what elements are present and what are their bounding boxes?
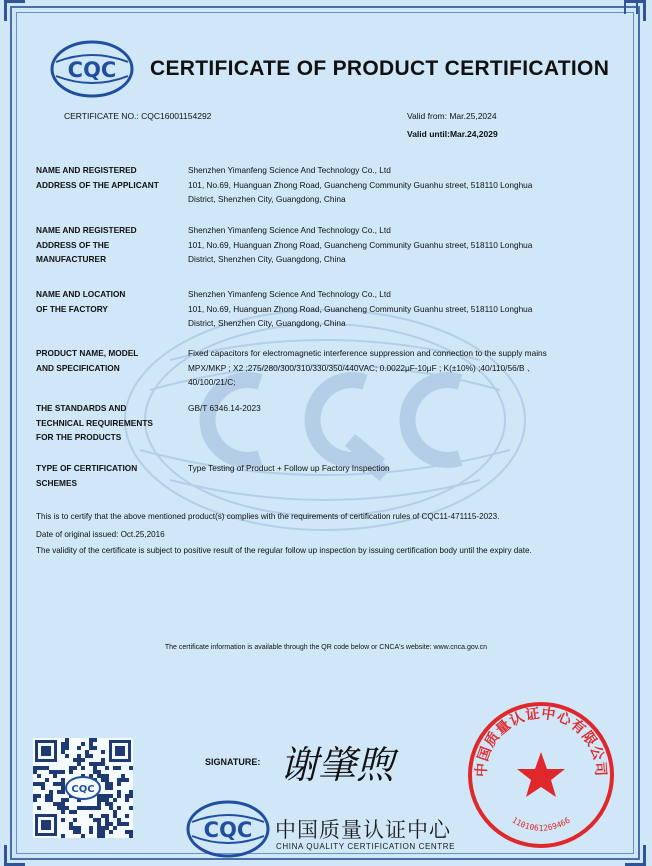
- qr-module: [97, 822, 101, 826]
- qr-module: [117, 822, 121, 826]
- qr-module: [89, 746, 93, 750]
- qr-module: [89, 738, 93, 742]
- qr-module: [101, 830, 105, 834]
- svg-text:CQC: CQC: [67, 58, 117, 82]
- qr-module: [49, 790, 53, 794]
- qr-module: [101, 794, 105, 798]
- qr-module: [89, 826, 93, 830]
- qr-module: [97, 834, 101, 838]
- qr-module: [65, 742, 69, 746]
- qr-module: [101, 758, 105, 762]
- section-value: Fixed capacitors for electromagnetic interference suppression and connection to the supply mains MPX/MKP ; X2 ;275/280/300/310/330/350/440VAC; 0.0022μF-10μF ; K(±10%) ;40/110/56/B 、 40/100/21/C;: [188, 348, 547, 388]
- section-value: Shenzhen Yimanfeng Science And Technology Co., Ltd 101, No.69, Huanguan Zhong Road, Guancheng Community Guanhu street, 518110 Longhua District, Shenzhen City, Guangdong, China: [188, 165, 533, 205]
- qr-module: [41, 786, 45, 790]
- qr-module: [61, 770, 65, 774]
- qr-module: [97, 806, 101, 810]
- qr-module: [117, 782, 121, 786]
- qr-module: [61, 746, 65, 750]
- qr-module: [65, 798, 69, 802]
- svg-text:1101061269466: 1101061269466: [510, 815, 572, 833]
- qr-module: [49, 794, 53, 798]
- qr-module: [61, 786, 65, 790]
- cqc-logo-icon: [186, 800, 270, 858]
- qr-module: [109, 794, 113, 798]
- qr-module: [73, 830, 77, 834]
- qr-module: [61, 782, 65, 786]
- qr-module: [89, 754, 93, 758]
- qr-module: [93, 738, 97, 742]
- qr-module: [57, 770, 61, 774]
- qr-module: [129, 834, 133, 838]
- section-label: PRODUCT NAME, MODEL AND SPECIFICATION: [36, 348, 139, 373]
- qr-module: [93, 766, 97, 770]
- qr-module: [61, 802, 65, 806]
- svg-text:CQC: CQC: [203, 818, 253, 842]
- qr-module: [37, 766, 41, 770]
- qr-module: [33, 766, 37, 770]
- qr-module: [93, 806, 97, 810]
- qr-module: [73, 818, 77, 822]
- qr-module: [93, 762, 97, 766]
- qr-module: [105, 786, 109, 790]
- qr-module: [109, 806, 113, 810]
- qr-module: [33, 798, 37, 802]
- qr-module: [89, 806, 93, 810]
- svg-text:中国质量认证中心有限公司: 中国质量认证中心有限公司: [473, 705, 609, 778]
- qr-module: [101, 834, 105, 838]
- qr-module: [61, 818, 65, 822]
- qr-module: [77, 826, 81, 830]
- qr-module: [109, 802, 113, 806]
- certify-statement: This is to certify that the above mentioned product(s) complies with the requirements of certification rules of CQC11-471115-2023.: [36, 512, 500, 521]
- qr-module: [105, 822, 109, 826]
- organization-name-cn: 中国质量认证中心: [275, 818, 451, 842]
- qr-module: [37, 774, 41, 778]
- qr-module: [105, 794, 109, 798]
- qr-module: [125, 814, 129, 818]
- qr-module: [41, 766, 45, 770]
- section-value: GB/T 6346.14-2023: [188, 403, 261, 413]
- section-label: NAME AND REGISTERED ADDRESS OF THE MANUFACTURER: [36, 225, 137, 265]
- qr-module: [113, 766, 117, 770]
- qr-module: [89, 742, 93, 746]
- qr-module: [105, 778, 109, 782]
- qr-module: [69, 822, 73, 826]
- qr-module: [93, 746, 97, 750]
- qr-module: [53, 774, 57, 778]
- qr-module: [109, 822, 113, 826]
- qr-module: [113, 814, 117, 818]
- qr-module: [41, 782, 45, 786]
- qr-module: [73, 826, 77, 830]
- qr-module: [65, 806, 69, 810]
- original-issue-date: Date of original issued: Oct.25,2016: [36, 530, 165, 539]
- qr-module: [65, 738, 69, 742]
- qr-module: [33, 782, 37, 786]
- qr-module: [77, 746, 81, 750]
- certificate-title: CERTIFICATE OF PRODUCT CERTIFICATION: [150, 57, 610, 80]
- qr-module: [97, 762, 101, 766]
- qr-module: [77, 758, 81, 762]
- qr-module: [45, 778, 49, 782]
- qr-code-icon[interactable]: [33, 738, 133, 838]
- qr-module: [77, 830, 81, 834]
- qr-module: [61, 790, 65, 794]
- qr-module: [97, 826, 101, 830]
- qr-module: [97, 818, 101, 822]
- section-label: NAME AND REGISTERED ADDRESS OF THE APPLICANT: [36, 165, 159, 190]
- qr-module: [117, 766, 121, 770]
- qr-module: [117, 794, 121, 798]
- svg-text:CQC: CQC: [71, 784, 95, 795]
- qr-module: [129, 766, 133, 770]
- qr-module: [101, 814, 105, 818]
- qr-module: [45, 798, 49, 802]
- qr-module: [57, 802, 61, 806]
- qr-module: [73, 758, 77, 762]
- qr-module: [89, 830, 93, 834]
- qr-module: [129, 794, 133, 798]
- qr-module: [105, 818, 109, 822]
- qr-module: [101, 798, 105, 802]
- qr-module: [61, 834, 65, 838]
- qr-module: [81, 758, 85, 762]
- corner-ornament: [625, 845, 646, 866]
- qr-module: [105, 802, 109, 806]
- qr-module: [69, 826, 73, 830]
- qr-module: [105, 782, 109, 786]
- qr-module: [101, 778, 105, 782]
- qr-module: [105, 814, 109, 818]
- qr-module: [73, 766, 77, 770]
- qr-module: [49, 798, 53, 802]
- qr-module: [105, 798, 109, 802]
- qr-module: [117, 806, 121, 810]
- qr-module: [85, 750, 89, 754]
- qr-module: [89, 814, 93, 818]
- qr-module: [97, 774, 101, 778]
- qr-module: [49, 770, 53, 774]
- qr-module: [33, 770, 37, 774]
- qr-module: [129, 830, 133, 834]
- qr-module: [101, 750, 105, 754]
- organization-name-en: CHINA QUALITY CERTIFICATION CENTRE: [276, 842, 456, 851]
- qr-module: [89, 762, 93, 766]
- qr-module: [105, 826, 109, 830]
- qr-module: [97, 770, 101, 774]
- qr-module: [121, 822, 125, 826]
- qr-module: [61, 742, 65, 746]
- qr-module: [57, 790, 61, 794]
- qr-module: [129, 806, 133, 810]
- qr-module: [109, 830, 113, 834]
- qr-module: [113, 810, 117, 814]
- cqc-logo-icon: [50, 40, 134, 98]
- corner-ornament: [4, 845, 25, 866]
- qr-module: [125, 778, 129, 782]
- qr-module: [113, 826, 117, 830]
- qr-module: [77, 754, 81, 758]
- corner-ornament: [4, 0, 25, 21]
- qr-module: [105, 774, 109, 778]
- section-value: Shenzhen Yimanfeng Science And Technology Co., Ltd 101, No.69, Huanguan Zhong Road, Guancheng Community Guanhu street, 518110 Longhua District, Shenzhen City, Guangdong, China: [188, 289, 533, 329]
- qr-module: [81, 834, 85, 838]
- qr-module: [77, 762, 81, 766]
- qr-module: [97, 802, 101, 806]
- official-seal-icon: [466, 700, 616, 850]
- qr-module: [85, 806, 89, 810]
- qr-module: [125, 822, 129, 826]
- qr-module: [57, 782, 61, 786]
- section-label: TYPE OF CERTIFICATION SCHEMES: [36, 463, 138, 488]
- svg-text:谢肇煦: 谢肇煦: [280, 743, 395, 787]
- qr-module: [53, 782, 57, 786]
- qr-module: [65, 746, 69, 750]
- qr-module: [93, 770, 97, 774]
- qr-module: [61, 806, 65, 810]
- qr-module: [97, 830, 101, 834]
- qr-module: [129, 790, 133, 794]
- signature-image: [280, 738, 430, 788]
- edge-ornament: [624, 0, 638, 14]
- qr-module: [121, 774, 125, 778]
- qr-module: [61, 810, 65, 814]
- qr-module: [33, 794, 37, 798]
- qr-module: [93, 818, 97, 822]
- qr-module: [73, 810, 77, 814]
- qr-module: [61, 750, 65, 754]
- qr-module: [125, 830, 129, 834]
- qr-module: [81, 766, 85, 770]
- section-label: NAME AND LOCATION OF THE FACTORY: [36, 289, 126, 314]
- qr-module: [57, 806, 61, 810]
- qr-note: The certificate information is available through the QR code below or CNCA's website: www.cnca.gov.cn: [164, 644, 488, 651]
- qr-module: [109, 782, 113, 786]
- qr-module: [81, 806, 85, 810]
- qr-module: [53, 802, 57, 806]
- section-value: Shenzhen Yimanfeng Science And Technology Co., Ltd 101, No.69, Huanguan Zhong Road, Guancheng Community Guanhu street, 518110 Longhua District, Shenzhen City, Guangdong, China: [188, 225, 533, 265]
- qr-module: [109, 786, 113, 790]
- certificate-number: CERTIFICATE NO.: CQC16001154292: [64, 111, 212, 121]
- qr-module: [105, 766, 109, 770]
- qr-module: [117, 778, 121, 782]
- qr-module: [37, 794, 41, 798]
- qr-module: [53, 770, 57, 774]
- qr-module: [125, 798, 129, 802]
- valid-until: Valid until:Mar.24,2029: [407, 129, 498, 139]
- qr-module: [81, 742, 85, 746]
- qr-module: [37, 806, 41, 810]
- qr-module: [125, 794, 129, 798]
- qr-module: [85, 754, 89, 758]
- qr-module: [97, 798, 101, 802]
- section-value: Type Testing of Product + Follow up Factory Inspection: [188, 463, 390, 473]
- qr-module: [61, 798, 65, 802]
- qr-module: [121, 778, 125, 782]
- section-label: THE STANDARDS AND TECHNICAL REQUIREMENTS FOR THE PRODUCTS: [36, 403, 153, 443]
- validity-statement: The validity of the certificate is subject to positive result of the regular follow up inspection by issuing certification body until the expiry date.: [36, 546, 532, 555]
- qr-module: [113, 798, 117, 802]
- qr-module: [69, 766, 73, 770]
- signature-label: SIGNATURE:: [205, 757, 261, 767]
- qr-module: [61, 778, 65, 782]
- qr-module: [65, 754, 69, 758]
- qr-module: [101, 774, 105, 778]
- qr-module: [101, 826, 105, 830]
- qr-module: [101, 762, 105, 766]
- qr-module: [69, 770, 73, 774]
- qr-module: [69, 810, 73, 814]
- qr-module: [117, 818, 121, 822]
- qr-module: [117, 790, 121, 794]
- qr-module: [45, 794, 49, 798]
- qr-module: [37, 782, 41, 786]
- qr-module: [77, 806, 81, 810]
- valid-from: Valid from: Mar.25,2024: [407, 111, 497, 121]
- qr-module: [45, 766, 49, 770]
